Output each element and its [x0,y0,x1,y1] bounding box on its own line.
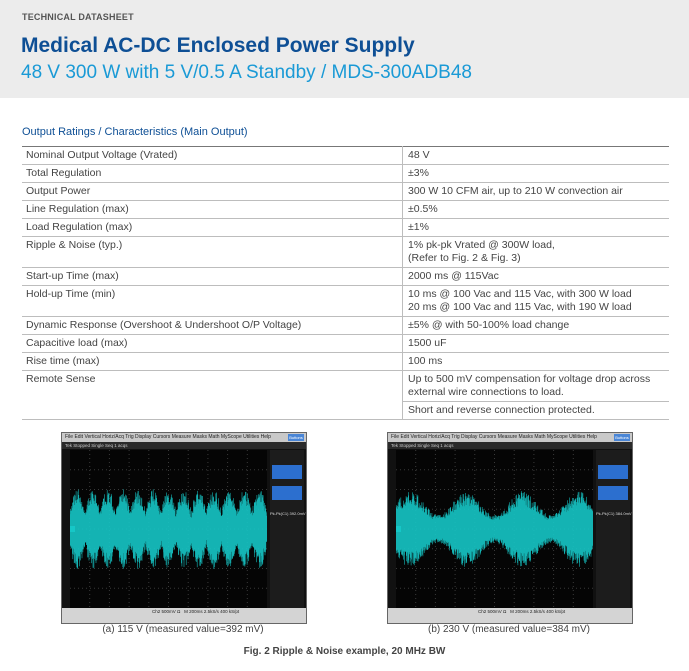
spec-value [403,201,670,219]
scope-statusbar: Tek Stopped Single Seq 1 acqs [388,442,632,449]
scope-side-button [598,465,628,479]
spec-value [403,286,670,317]
document-header [0,0,689,98]
doc-title: Medical AC-DC Enclosed Power Supply [21,34,415,57]
scope-side-panel [270,450,304,608]
spec-value-line: ±1% [408,221,429,233]
spec-label: Dynamic Response (Overshoot & Undershoot O/P Voltage) [22,317,403,335]
spec-value [403,237,670,268]
scope-menubar: File Edit Vertical Horiz/Acq Trig Display Cursors Measure Masks Math MyScope Utilities Help [62,433,306,442]
spec-value [403,183,670,201]
spec-row [22,335,669,353]
channel-marker-icon [70,526,75,532]
scope-footer-right: M 200ms 2.5kS/s 400 kS/pt [510,609,566,614]
spec-value [403,165,670,183]
spec-label: Output Power [22,183,403,201]
spec-value-line: 48 V [408,149,430,161]
spec-row [22,165,669,183]
spec-row [22,237,669,268]
spec-label: Nominal Output Voltage (Vrated) [22,147,403,165]
spec-value-line: 1% pk-pk Vrated @ 300W load, [408,239,555,251]
spec-value-line: ±0.5% [408,203,438,215]
scope-statusbar: Tek Stopped Single Seq 1 acqs [62,442,306,449]
spec-label: Ripple & Noise (typ.) [22,237,403,268]
spec-value-line: 20 ms @ 100 Vac and 115 Vac, with 190 W load [408,301,632,313]
channel-marker-icon [396,526,401,532]
spec-value-line: 300 W 10 CFM air, up to 210 W convection air [408,185,623,197]
spec-row [22,286,669,317]
doc-kicker: TECHNICAL DATASHEET [22,12,134,22]
spec-value [403,371,670,420]
spec-value-line: 100 ms [408,355,443,367]
scope-side-button [272,465,302,479]
spec-label: Total Regulation [22,165,403,183]
scope-corner-button: Buttons [289,435,303,440]
doc-subtitle: 48 V 300 W with 5 V/0.5 A Standby / MDS-300ADB48 [21,62,472,83]
spec-label: Hold-up Time (min) [22,286,403,317]
spec-value-line: 2000 ms @ 115Vac [408,270,499,282]
spec-label: Capacitive load (max) [22,335,403,353]
spec-label: Load Regulation (max) [22,219,403,237]
spec-row [22,268,669,286]
spec-label: Rise time (max) [22,353,403,371]
scope-measurement: Pk-Pk(C1) 384.0mV [596,511,632,516]
scope-side-panel [596,450,630,608]
spec-row [22,183,669,201]
scope-waveform-trace [70,489,267,569]
spec-row [22,147,669,165]
spec-label: Start-up Time (max) [22,268,403,286]
spec-value-line: ±3% [408,167,429,179]
spec-label: Remote Sense [22,371,403,420]
spec-value-line: (Refer to Fig. 2 & Fig. 3) [408,252,521,264]
scope-footer [388,608,632,623]
oscilloscope-screenshot-a [61,432,307,624]
spec-value [403,268,670,286]
scope-waveform-display [396,450,593,608]
scope-footer-left: Ch2 500mV Ω [478,609,507,614]
spec-value [403,353,670,371]
scope-measurement: Pk-Pk(C1) 392.0mV [270,511,306,516]
scope-side-button [598,486,628,500]
spec-value [403,219,670,237]
spec-value [403,317,670,335]
spec-label: Line Regulation (max) [22,201,403,219]
spec-row [22,201,669,219]
scope-footer [62,608,306,623]
scope-caption-b: (b) 230 V (measured value=384 mV) [427,624,591,635]
spec-value-line: Short and reverse connection protected. [403,401,669,417]
scope-side-button [272,486,302,500]
spec-row [22,353,669,371]
spec-value-line: Up to 500 mV compensation for voltage drop across external wire connections to load. [408,373,651,398]
scope-caption-a: (a) 115 V (measured value=392 mV) [102,624,264,635]
oscilloscope-screenshot-b [387,432,633,624]
scope-menubar: File Edit Vertical Horiz/Acq Trig Display Cursors Measure Masks Math MyScope Utilities Help [388,433,632,442]
spec-value-line: ±5% @ with 50-100% load change [408,319,570,331]
scope-footer-right: M 200ms 2.5kS/s 400 kS/pt [184,609,240,614]
spec-row [22,371,669,420]
spec-table [22,146,669,420]
spec-value [403,147,670,165]
spec-value [403,335,670,353]
figure-caption: Fig. 2 Ripple & Noise example, 20 MHz BW [243,646,446,657]
scope-corner-button: Buttons [615,435,629,440]
spec-value-line: 1500 uF [408,337,447,349]
spec-value-line: 10 ms @ 100 Vac and 115 Vac, with 300 W load [408,288,632,300]
scope-footer-left: Ch2 500mV Ω [152,609,181,614]
scope-waveform-display [70,450,267,608]
spec-row [22,219,669,237]
spec-row [22,317,669,335]
section-title: Output Ratings / Characteristics (Main Output) [22,126,248,138]
